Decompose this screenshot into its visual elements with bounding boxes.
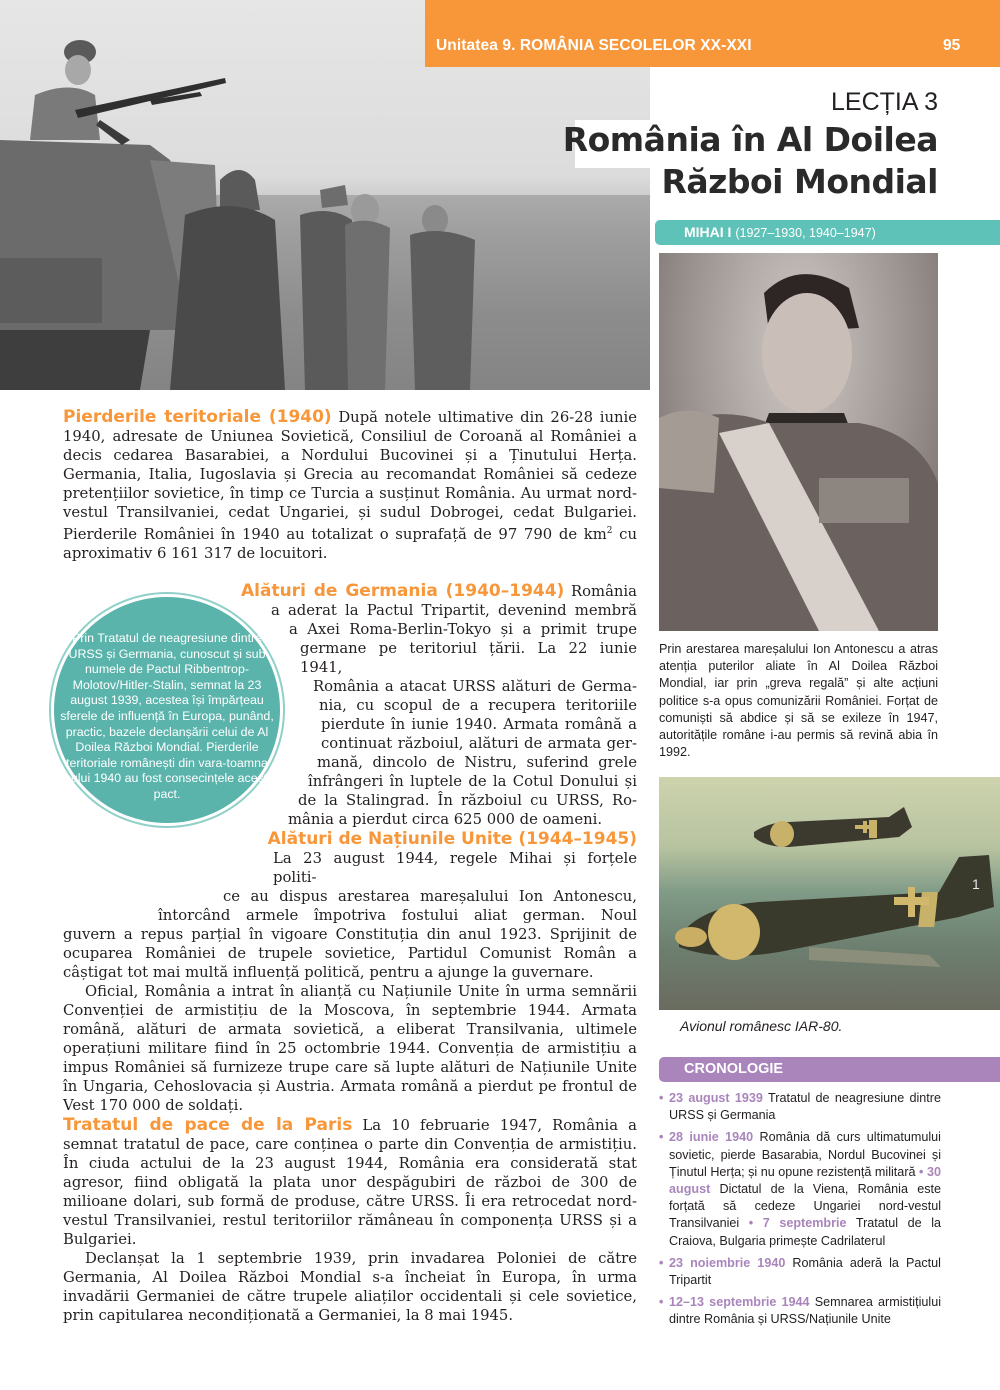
section-line: a Axei Roma-Berlin-Tokyo și a primit trupe bbox=[289, 621, 637, 638]
bullet-icon: • bbox=[659, 1295, 664, 1310]
section-text: După notele ultimative din 26-28 iunie 1940, adresate de Uniunea Sovietică, Consiliul de Coroană al României a decis cedarea Basarabiei, a Nordului Bucovinei și a Ținutului Herța. Germania, Italia, Iugoslavia și Grecia au recomandat României să cedeze pretențiilor sovietice, în timp ce Turcia a susținut România. Au urmat nord-vestul Transilvaniei, cedat Ungariei, și sudul Dobrogei, cedat Bulgariei. Pierderile României în 1940 au totalizat o suprafață de 97 790 de km bbox=[63, 409, 637, 543]
cronologie-item bbox=[659, 1294, 941, 1328]
cronologie-date: 12–13 septembrie 1944 bbox=[669, 1295, 810, 1310]
section-line: ce au dispus arestarea mareșalului Ion Antonescu, bbox=[223, 888, 637, 905]
section-line: întorcând armele împotriva fostului aliat german. Noul bbox=[158, 907, 637, 924]
section-line: a aderat la Pactul Tripartit, devenind membră bbox=[271, 602, 637, 619]
bullet-icon: • bbox=[659, 1130, 664, 1145]
page-number: 95 bbox=[943, 37, 961, 54]
portrait-king-mihai bbox=[659, 253, 938, 631]
lesson-title-line1: România în Al Doilea bbox=[562, 120, 938, 159]
mihai-caption: Prin arestarea mareșalului Ion Antonescu a atras atenția puterilor aliate în Al Doilea Război Mondial, iar prin „greva regală” și alte acțiuni politice s-a opus comunizării României. Forțat de comuniști să abdice și să se exileze în 1947, autoritățile române i-au permis să revină abia în 1992. bbox=[659, 642, 938, 760]
section-line: mană, dincolo de Nistru, suferind grele bbox=[317, 754, 637, 771]
section-pierderile-teritoriale bbox=[63, 408, 637, 563]
cronologie-text: România aderă la Pactul Tripartit bbox=[669, 1255, 941, 1288]
section-alaturi-natiunile-unite bbox=[63, 830, 637, 1115]
lesson-title-line2: Război Mondial bbox=[661, 162, 938, 201]
plane-tail-number: 1 bbox=[972, 876, 980, 892]
cronologie-date: 7 septembrie bbox=[762, 1216, 847, 1231]
mihai-name: MIHAI I bbox=[684, 224, 732, 240]
section-line: mânia a pierdut circa 625 000 de oameni. bbox=[288, 811, 603, 828]
section-line: de la Stalingrad. În războiul cu URSS, Ro- bbox=[298, 792, 637, 809]
section-line: România a atacat URSS alături de Germa- bbox=[313, 678, 637, 695]
cronologie-date: 30 august bbox=[669, 1164, 942, 1197]
section-heading: Tratatul de pace de la Paris bbox=[63, 1115, 353, 1135]
cronologie-date: 23 august 1939 bbox=[669, 1091, 763, 1105]
section-paragraph: guvern a repus parțial în vigoare Constituția din anul 1923. Sprijinit de ocuparea României de trupele sovietice, Partidul Comunist Român a câștigat tot mai multă influență politică, pentru a ajunge la guvernare. bbox=[63, 926, 637, 981]
bullet-icon: • bbox=[919, 1164, 924, 1179]
mihai-heading bbox=[684, 224, 876, 240]
cronologie-text: Tratatul de la Craiova, Bulgaria primește Cadrilaterul bbox=[669, 1216, 942, 1248]
lesson-label: LECȚIA 3 bbox=[831, 88, 938, 116]
cronologie-item bbox=[659, 1090, 941, 1124]
cronologie-text: Tratatul de neagresiune dintre URSS și Germania bbox=[669, 1091, 942, 1123]
unit-header-bar bbox=[425, 0, 1000, 67]
section-line: germane pe teritoriul țării. La 22 iunie 1941, bbox=[300, 640, 637, 676]
section-heading: Pierderile teritoriale (1940) bbox=[63, 407, 332, 427]
section-heading: Alături de Germania (1940–1944) bbox=[241, 581, 565, 601]
superscript: 2 bbox=[606, 526, 613, 536]
unit-title: Unitatea 9. ROMÂNIA SECOLELOR XX-XXI bbox=[436, 37, 752, 54]
section-heading: Alături de Națiunile Unite (1944–1945) bbox=[267, 829, 637, 849]
section-line: La 23 august 1944, regele Mihai și forțele politi- bbox=[273, 850, 637, 886]
bullet-icon: • bbox=[659, 1091, 664, 1105]
section-line: România bbox=[564, 583, 637, 600]
callout-text: Prin Tratatul de neagresiune dintre URSS și Germania, cunoscut și sub numele de Pactul Ribbentrop-Molotov/Hitler-Stalin, semnat la 23 august 1939, acestea își împărțeau sferele de influență în Europa, punând, practic, bazele declanșării celui de Al Doilea Război Mondial. Pierderile teritoriale românești din vara-toamna anului 1940 au fost consecințele acestui pact. bbox=[57, 631, 277, 801]
section-text: La 10 februarie 1947, România a semnat tratatul de pace, care conținea o parte din Convenția de armistițiu. În ciuda actului de la 23 august 1944, România era considerată stat agresor, fiind obligată la plata unor despăgubiri de război de 300 de milioane dolari, sub formă de produse, către URSS. Îi era retrocedat nord-vestul Transilvaniei, restul teritoriilor rămâneau în componența URSS și a Bulgariei. bbox=[63, 1117, 637, 1248]
cronologie-item bbox=[659, 1129, 941, 1249]
section-paragraph: Oficial, România a intrat în alianță cu Națiunile Unite în urma semnării Convenției de armistițiu de la Moscova, în septembrie 1944. Armata română, alături de armata sovietică, a eliberat Transilvania, ultimele operațiuni militare fiind în 25 octombrie 1944. Convenția de armistițiu a impus României să furnizeze trupe care să lupte alături de Națiunile Unite în Ungaria, Cehoslovacia și Austria. Armata română a pierdut pe frontul de Vest 170 000 de soldați. bbox=[63, 983, 637, 1114]
section-line: continuat războiul, alături de armata ger- bbox=[321, 735, 637, 752]
cronologie-item bbox=[659, 1255, 941, 1289]
mihai-reign-years: (1927–1930, 1940–1947) bbox=[735, 226, 876, 240]
section-line: pierdute în iunie 1940. Armata română a bbox=[321, 716, 637, 733]
section-alaturi-germania bbox=[63, 582, 637, 829]
plane-caption: Avionul românesc IAR-80. bbox=[680, 1018, 843, 1034]
cronologie-title: CRONOLOGIE bbox=[684, 1061, 784, 1077]
cronologie-text: România dă curs ultimatumului sovietic, pierde Basarabia, Nordul Bucovinei și Ținutul Herța; și nu opune rezistență militară bbox=[669, 1130, 941, 1179]
cronologie-date: 28 iunie 1940 bbox=[669, 1130, 754, 1145]
cronologie-text: Semnarea armistițiului dintre România și URSS/Națiunile Unite bbox=[669, 1295, 941, 1327]
section-paragraph: Declanșat la 1 septembrie 1939, prin invadarea Poloniei de către Germania, Al Doilea Război Mondial s-a încheiat în Europa, în urma invadării Germaniei de către trupele aliaților occidentali și cele sovietice, prin capitularea necondiționată a Germaniei, la 8 mai 1945. bbox=[63, 1250, 637, 1324]
cronologie-text: Dictatul de la Viena, România este forțată să cedeze Ungariei nord-vestul Transilvaniei bbox=[669, 1182, 941, 1231]
section-tratatul-pace-paris bbox=[63, 1116, 637, 1325]
cronologie-list bbox=[659, 1090, 941, 1334]
portrait-illustration bbox=[659, 253, 938, 631]
cronologie-date: 23 noiembrie 1940 bbox=[669, 1255, 786, 1270]
section-line: nia, cu scopul de a recupera teritoriile bbox=[319, 697, 637, 714]
photo-iar80-planes bbox=[659, 777, 1000, 1010]
bullet-icon: • bbox=[748, 1216, 754, 1231]
bullet-icon: • bbox=[659, 1255, 664, 1270]
section-text-end: cu aproximativ 6 161 317 de locuitori. bbox=[63, 525, 637, 562]
plane-illustration bbox=[659, 777, 1000, 1010]
section-line: înfrângeri în luptele de la Cotul Donului și bbox=[308, 773, 637, 790]
